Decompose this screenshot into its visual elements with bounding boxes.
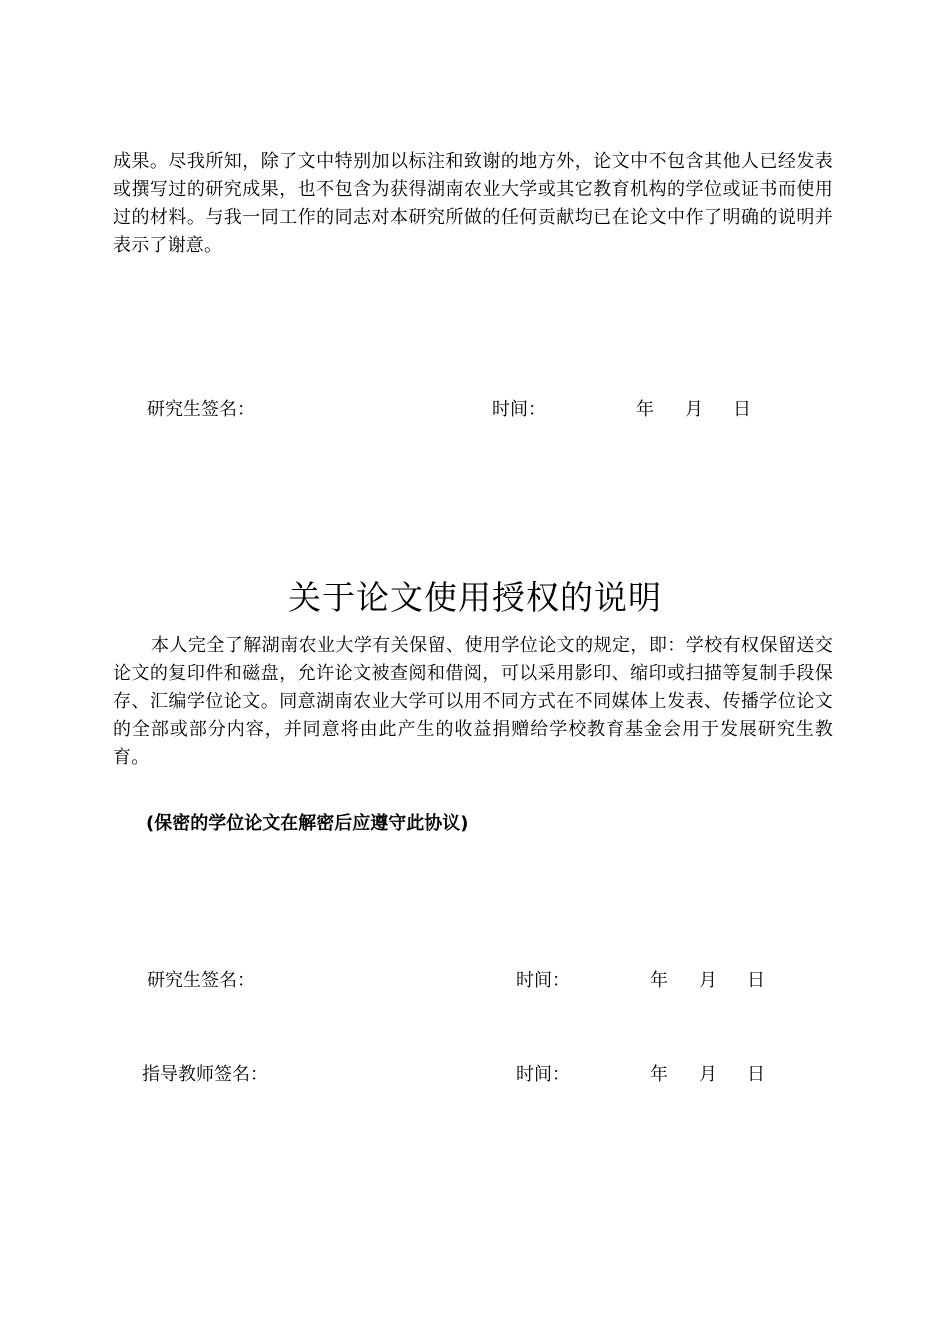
student-signature-label: 研究生签名： (147, 970, 255, 991)
authorization-title: 关于论文使用授权的说明 (288, 578, 662, 617)
day-label: 日 (747, 970, 765, 991)
month-label: 月 (699, 970, 717, 991)
day-label: 日 (733, 399, 751, 420)
year-label: 年 (650, 1064, 668, 1085)
day-label: 日 (747, 1064, 765, 1085)
month-label: 月 (699, 1064, 717, 1085)
authorization-paragraph: 本人完全了解湖南农业大学有关保留、使用学位论文的规定，即：学校有权保留送交论文的复印件和磁盘，允许论文被查阅和借阅，可以采用影印、缩印或扫描等复制手段保存、汇编学位论文。同意湖南农业大学可以用不同方式在不同媒体上发表、传播学位论文的全部或部分内容，并同意将由此产生的收益捐赠给学校教育基金会用于发展研究生教育。 (113, 635, 833, 768)
originality-paragraph: 成果。尽我所知，除了文中特别加以标注和致谢的地方外，论文中不包含其他人已经发表或撰写过的研究成果，也不包含为获得湖南农业大学或其它教育机构的学位或证书而使用过的材料。与我一同工作的同志对本研究所做的任何贡献均已在论文中作了明确的说明并表示了谢意。 (113, 151, 833, 256)
student-signature-row (0, 967, 950, 995)
originality-signature-row (0, 396, 950, 424)
time-label: 时间： (492, 399, 546, 420)
confidentiality-note: (保密的学位论文在解密后应遵守此协议) (146, 813, 469, 834)
time-label: 时间： (516, 1064, 570, 1085)
advisor-signature-label: 指导教师签名： (142, 1064, 268, 1085)
month-label: 月 (685, 399, 703, 420)
year-label: 年 (636, 399, 654, 420)
advisor-signature-row (0, 1061, 950, 1089)
student-signature-label: 研究生签名： (147, 399, 255, 420)
year-label: 年 (650, 970, 668, 991)
time-label: 时间： (516, 970, 570, 991)
